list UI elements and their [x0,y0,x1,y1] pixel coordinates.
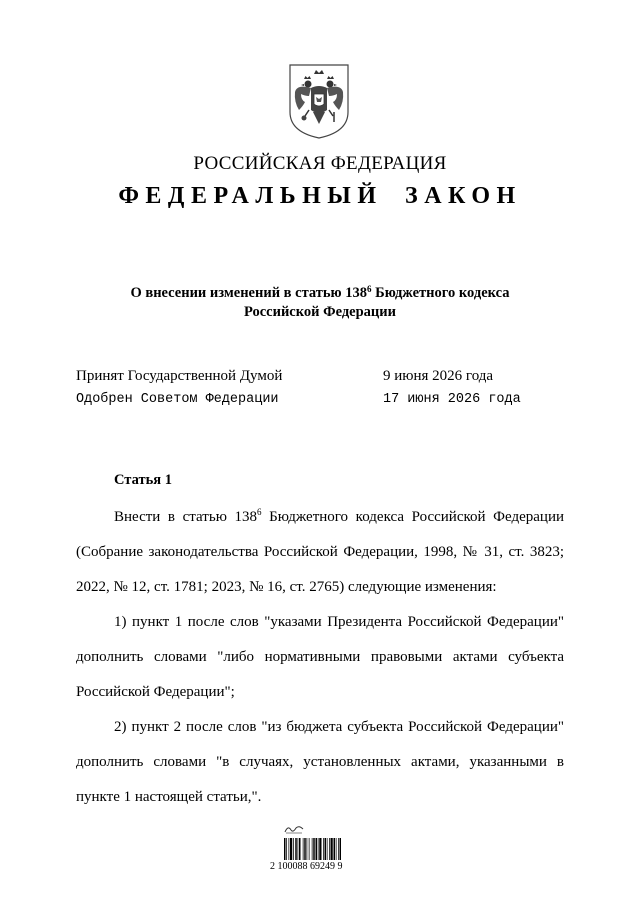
law-title-line2: Российской Федерации [243,304,396,320]
article-heading: Статья 1 [114,472,172,488]
council-approval-label: Одобрен Советом Федерации [76,392,279,407]
article-item-1 [76,605,564,710]
article-intro-part: Бюджетного кодекса Российской Федерации (Собрание законодательства Российской Федерации, 1998, № 31, ст. 3823; 2022, № 12, ст. 1781; 2023, № 16, ст. 2765) следующие изменения: [76,509,564,595]
article-intro-superscript: 6 [257,507,262,517]
law-title [80,284,560,322]
country-name: РОССИЙСКАЯ ФЕДЕРАЦИЯ [193,153,447,174]
council-approval-date: 17 июня 2026 года [383,392,521,407]
barcode-number: 2 100088 69249 9 [270,861,343,872]
article-intro-part: Внести в статью 138 [114,509,258,525]
double-headed-eagle-emblem-icon [287,62,351,140]
article-item-2 [76,710,564,815]
adoption-council-row [76,392,566,412]
duma-adoption-label: Принят Государственной Думой [76,368,283,384]
document-type-heading: ФЕДЕРАЛЬНЫЙ ЗАКОН [118,183,522,209]
law-title-part: О внесении изменений в статью 138 [130,285,367,301]
article-intro-paragraph [76,500,564,605]
duma-adoption-date: 9 июня 2026 года [383,368,494,384]
article-item-2-text: 2) пункт 2 после слов "из бюджета субъекта Российской Федерации" дополнить словами "в случаях, установленных актами, указанными в пункте 1 настоящей статьи,". [76,719,564,805]
article-item-1-text: 1) пункт 1 после слов "указами Президента Российской Федерации" дополнить словами "либо нормативными правовыми актами субъекта Российской Федерации"; [76,614,564,700]
law-title-part: Бюджетного кодекса [371,285,510,301]
adoption-duma-row [76,368,566,388]
law-title-superscript: 6 [367,284,372,294]
